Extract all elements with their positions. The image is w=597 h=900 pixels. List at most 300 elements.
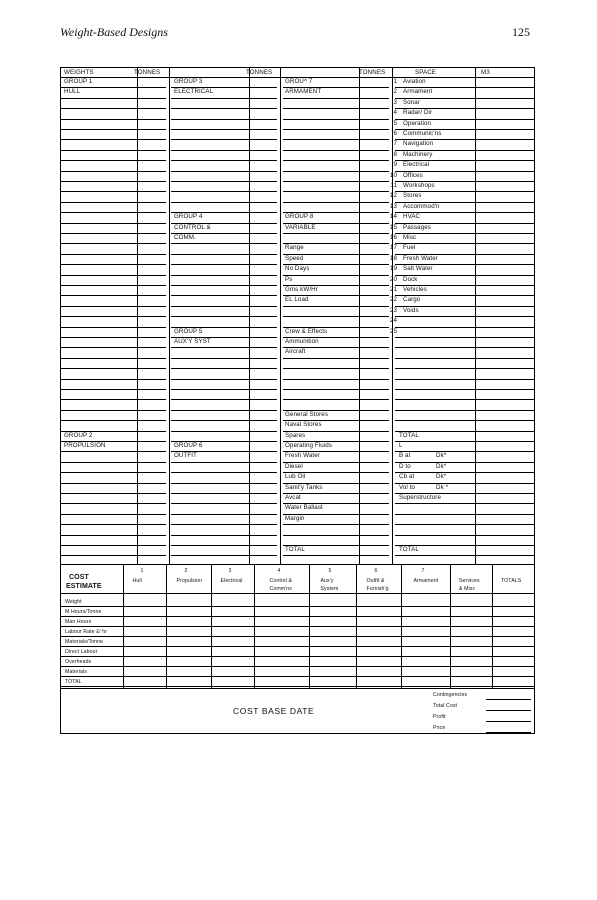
cost-column-number: 2 [184, 568, 188, 574]
space-item-label: Offices [403, 171, 423, 179]
rule-line [395, 285, 534, 286]
rule-line [283, 410, 389, 411]
rule-line [283, 379, 389, 380]
space-item-label: Sonar [403, 98, 421, 106]
rule-line [283, 399, 389, 400]
space-item-label: Cargo [403, 296, 421, 304]
cost-base-date: COST BASE DATE [233, 706, 315, 716]
rule-line [395, 420, 534, 421]
rule-line [171, 129, 277, 130]
cost-column-label: Hull [132, 578, 142, 584]
col3-label: Operating Fluids [285, 442, 332, 449]
space-item-label: HVAC [403, 213, 421, 221]
rule-line [283, 555, 389, 556]
col2-label: CONTROL & [174, 223, 211, 231]
col3-label: GROUP 8 [285, 213, 314, 221]
page-number: 125 [512, 25, 530, 39]
rule-line [283, 233, 389, 234]
rule-line [395, 493, 534, 494]
rule-line [61, 514, 166, 515]
cost-column-label: Control & [269, 578, 293, 584]
space-lower-label: B at [399, 452, 411, 460]
col3-label: Ps [285, 275, 293, 283]
col3-label: Aircraft [285, 348, 306, 356]
rule-line [395, 337, 534, 338]
col3-label: VARIABLE [285, 223, 316, 231]
rule-line [395, 535, 534, 536]
rule-line [395, 503, 534, 504]
rule-line [61, 337, 166, 338]
space-item-number: 14 [389, 213, 397, 221]
space-lower-label: TOTAL [399, 431, 419, 439]
rule-line [171, 368, 277, 369]
rule-line [171, 316, 277, 317]
rule-line [137, 68, 138, 564]
cost-column-label: Services [459, 578, 480, 584]
rule-line [395, 108, 534, 109]
rule-line [61, 160, 166, 161]
rule-line [61, 666, 534, 667]
rule-line [395, 462, 534, 463]
rule-line [171, 462, 277, 463]
rule-line [395, 233, 534, 234]
col3-label: Spares [285, 431, 306, 439]
rule-line [61, 606, 534, 607]
tonnes-header-2: TONNES [246, 69, 273, 76]
rule-line [61, 646, 534, 647]
rule-line [61, 212, 166, 213]
rule-line [61, 191, 166, 192]
cost-row-label: M Hours/Tonne [65, 609, 102, 615]
rule-line [171, 472, 277, 473]
space-item-number: 22 [389, 296, 397, 304]
space-item-label: Fuel [403, 244, 416, 252]
rule-line [283, 462, 389, 463]
space-lower-extra: Dk* [436, 452, 447, 460]
rule-line [171, 306, 277, 307]
rule-line [283, 545, 389, 546]
tonnes-header-3: TONNES [359, 69, 386, 76]
space-lower-extra: Dk * [436, 483, 449, 491]
rule-line [61, 441, 166, 442]
rule-line [283, 295, 389, 296]
weights-header: WEIGHTS [64, 69, 94, 76]
cost-title: COST [69, 574, 89, 581]
space-item-label: Dock [403, 275, 418, 283]
rule-line [395, 368, 534, 369]
rule-line [395, 87, 534, 88]
rule-line [283, 316, 389, 317]
cost-row-label: Labour Rate £/ hr [65, 629, 108, 635]
rule-line [61, 636, 534, 637]
space-item-number: 23 [389, 306, 397, 314]
rule-line [171, 399, 277, 400]
rule-line [395, 191, 534, 192]
rule-line [171, 108, 277, 109]
col3-label: Diesel [285, 462, 303, 470]
rule-line [171, 493, 277, 494]
rule-line [171, 327, 277, 328]
rule-line [283, 264, 389, 265]
rule-line [171, 160, 277, 161]
space-item-number: 6 [393, 130, 397, 137]
rule-line [283, 243, 389, 244]
space-item-number: 3 [393, 98, 397, 106]
rule-line [395, 295, 534, 296]
cost-row-label: TOTAL [65, 679, 82, 685]
space-item-label: Accommod'n [403, 202, 440, 210]
rule-line [61, 379, 166, 380]
rule-line [171, 233, 277, 234]
cost-column-number: 7 [421, 568, 425, 574]
col3-label: ARMAMENT [285, 88, 322, 96]
rule-line [283, 493, 389, 494]
rule-line [61, 686, 534, 687]
cost-column-number: 4 [277, 568, 281, 574]
rule-line [395, 306, 534, 307]
col2-label: GROUP 4 [174, 213, 203, 221]
rule-line [61, 98, 166, 99]
rule-line [171, 389, 277, 390]
propulsion-label: PROPULSION [64, 442, 106, 449]
rule-line [61, 87, 166, 88]
rule-line [61, 389, 166, 390]
rule-line [61, 410, 166, 411]
rule-line [171, 139, 277, 140]
rule-line [61, 493, 166, 494]
space-item-number: 9 [393, 161, 397, 169]
rule-line [171, 295, 277, 296]
rule-line [61, 420, 166, 421]
rule-line [283, 119, 389, 120]
space-item-number: 19 [389, 265, 397, 273]
rule-line [475, 68, 476, 564]
summary-label: Total Cost [433, 703, 458, 709]
rule-line [395, 358, 534, 359]
rule-line [395, 212, 534, 213]
rule-line [395, 451, 534, 452]
rule-line [171, 358, 277, 359]
rule-line [395, 129, 534, 130]
col3-label: Fresh Water [285, 452, 320, 460]
rule-line [171, 150, 277, 151]
space-item-label: Misc [403, 234, 417, 241]
col3-label: TOTAL [285, 546, 305, 553]
rule-line [61, 462, 166, 463]
rule-line [171, 202, 277, 203]
rule-line [171, 264, 277, 265]
rule-line [395, 389, 534, 390]
space-item-label: Passages [403, 223, 431, 231]
cost-column-number: 1 [140, 568, 144, 574]
rule-line [395, 347, 534, 348]
rule-line [283, 535, 389, 536]
rule-line [283, 483, 389, 484]
rule-line [61, 626, 534, 627]
rule-line [171, 191, 277, 192]
col3-label: Speed [285, 254, 304, 262]
rule-line [61, 451, 166, 452]
cost-column-number: 5 [328, 568, 332, 574]
rule-line [61, 545, 166, 546]
summary-label: Price [433, 725, 446, 731]
rule-line [171, 503, 277, 504]
rule-line [61, 285, 166, 286]
cost-row-label: Man Hours [65, 619, 92, 625]
space-item-label: Aviation [403, 78, 426, 85]
space-item-number: 5 [393, 119, 397, 127]
space-item-number: 7 [393, 140, 397, 148]
rule-line [61, 275, 166, 276]
rule-line [171, 431, 277, 432]
col3-label: Ammunition [285, 338, 319, 345]
cost-column-label: Electrical [220, 578, 243, 584]
rule-line [283, 337, 389, 338]
cost-row-label: Materials/Tonne [65, 639, 104, 645]
rule-line [283, 451, 389, 452]
rule-line [171, 514, 277, 515]
summary-label: Contingencies [433, 692, 468, 698]
rule-line [171, 181, 277, 182]
rule-line [283, 514, 389, 515]
rule-line [395, 150, 534, 151]
rule-line [395, 327, 534, 328]
rule-line [61, 593, 534, 594]
cost-column-label: TOTALS [501, 578, 522, 584]
cost-column-number: 6 [374, 568, 378, 574]
col3-label: General Stores [285, 410, 329, 418]
rule-line [61, 181, 166, 182]
cost-column-label-2: & Misc [459, 586, 476, 592]
rule-line [171, 441, 277, 442]
space-lower-label: Cb at [399, 473, 415, 481]
cost-column-label-2: Furnish'g [366, 586, 389, 592]
rule-line [283, 212, 389, 213]
rule-line [283, 129, 389, 130]
rule-line [395, 472, 534, 473]
space-lower-extra: Dk* [436, 462, 447, 470]
col3-label: Avcat [285, 494, 301, 501]
col2-label: GROUP 5 [174, 327, 203, 335]
rule-line [395, 275, 534, 276]
rule-line [171, 347, 277, 348]
space-item-label: Workshops [403, 182, 435, 189]
rule-line [61, 171, 166, 172]
col2-label: COMM. [174, 234, 196, 241]
rule-line [395, 483, 534, 484]
rule-line [395, 524, 534, 525]
rule-line [283, 98, 389, 99]
rule-line [171, 275, 277, 276]
group2-label: GROUP 2 [64, 432, 93, 439]
space-lower-label: L [399, 442, 403, 449]
rule-line [283, 171, 389, 172]
rule-line [171, 337, 277, 338]
rule-line [171, 223, 277, 224]
space-item-number: 12 [389, 192, 397, 200]
rule-line [486, 732, 531, 733]
space-lower-label: Vol to [399, 483, 416, 491]
rule-line [61, 524, 166, 525]
rule-line [61, 264, 166, 265]
col2-label: GROUP 6 [174, 442, 203, 449]
rule-line [61, 77, 534, 78]
m3-header: M3 [481, 69, 490, 76]
rule-line [171, 171, 277, 172]
rule-line [395, 316, 534, 317]
rule-line [395, 254, 534, 255]
rule-line [61, 233, 166, 234]
rule-line [61, 399, 166, 400]
rule-line [283, 358, 389, 359]
rule-line [171, 483, 277, 484]
rule-line [171, 98, 277, 99]
rule-line [61, 254, 166, 255]
space-item-number: 11 [390, 182, 397, 189]
rule-line [61, 483, 166, 484]
rule-line [359, 68, 360, 564]
rule-line [395, 181, 534, 182]
rule-line [395, 555, 534, 556]
space-lower-label: TOTAL [399, 546, 419, 553]
cost-row-label: Weight [65, 599, 82, 605]
space-item-number: 20 [389, 275, 397, 283]
rule-line [283, 420, 389, 421]
rule-line [395, 441, 534, 442]
space-item-number: 15 [389, 223, 397, 231]
rule-line [283, 275, 389, 276]
rule-line [171, 451, 277, 452]
rule-line [283, 223, 389, 224]
rule-line [395, 171, 534, 172]
rule-line [171, 254, 277, 255]
space-item-number: 24 [389, 317, 397, 325]
cost-column-number: 3 [228, 568, 232, 574]
rule-line [61, 503, 166, 504]
rule-line [61, 202, 166, 203]
cost-row-label: Direct Labour [65, 649, 98, 655]
col3-label: Range [285, 244, 304, 252]
rule-line [283, 87, 389, 88]
rule-line [171, 535, 277, 536]
rule-line [283, 441, 389, 442]
cost-row-label: Materials [65, 669, 87, 675]
rule-line [61, 616, 534, 617]
rule-line [280, 68, 281, 564]
rule-line [395, 514, 534, 515]
rule-line [395, 379, 534, 380]
rule-line [169, 68, 170, 564]
rule-line [61, 306, 166, 307]
col2-label: ELECTRICAL [174, 88, 214, 96]
cost-column-label: Aux'y [320, 578, 334, 584]
rule-line [283, 524, 389, 525]
space-item-number: 1 [393, 78, 397, 85]
rule-line [395, 410, 534, 411]
rule-line [61, 347, 166, 348]
space-item-label: Voids [403, 306, 419, 314]
space-item-number: 17 [389, 244, 397, 252]
col3-label: No Days [285, 265, 310, 273]
rule-line [61, 564, 534, 565]
rule-line [249, 68, 250, 564]
rule-line [171, 524, 277, 525]
rule-line [61, 358, 166, 359]
rule-line [395, 119, 534, 120]
col3-label: GROU^ 7 [285, 78, 313, 85]
rule-line [283, 472, 389, 473]
rule-line [392, 68, 393, 564]
rule-line [395, 139, 534, 140]
rule-line [486, 710, 531, 711]
col3-label: Margin [285, 514, 305, 522]
space-lower-label: D to [399, 462, 411, 470]
rule-line [61, 129, 166, 130]
rule-line [283, 181, 389, 182]
rule-line [395, 223, 534, 224]
space-header: SPACE [415, 69, 437, 76]
rule-line [395, 399, 534, 400]
rule-line [171, 212, 277, 213]
rule-line [61, 431, 166, 432]
space-item-number: 25 [389, 327, 397, 335]
rule-line [61, 223, 166, 224]
rule-line [61, 139, 166, 140]
rule-line [283, 202, 389, 203]
space-item-label: Operation [403, 119, 432, 127]
space-item-number: 10 [389, 171, 397, 179]
rule-line [61, 472, 166, 473]
space-item-label: Radar/ Dir [403, 109, 433, 117]
rule-line [171, 243, 277, 244]
rule-line [395, 202, 534, 203]
space-item-label: Navigation [403, 140, 434, 148]
rule-line [283, 150, 389, 151]
rule-line [486, 699, 531, 700]
rule-line [283, 306, 389, 307]
space-item-number: 21 [389, 286, 397, 293]
rule-line [61, 535, 166, 536]
cost-column-label: Propulsion [176, 578, 203, 584]
group1-label: GROUP 1 [64, 78, 93, 85]
rule-line [61, 316, 166, 317]
rule-line [171, 545, 277, 546]
rule-line [61, 119, 166, 120]
col3-label: Water Ballast [285, 504, 323, 512]
space-item-label: Stores [403, 192, 422, 200]
space-item-number: 16 [389, 234, 397, 241]
cost-column-label: Outfit & [366, 578, 385, 584]
rule-line [61, 243, 166, 244]
rule-line [283, 285, 389, 286]
space-item-label: Machinery [403, 150, 433, 158]
rule-line [283, 254, 389, 255]
space-item-number: 8 [393, 150, 397, 158]
rule-line [171, 285, 277, 286]
rule-line [283, 327, 389, 328]
summary-label: Profit [433, 714, 446, 720]
col3-label: Naval Stores [285, 421, 322, 429]
cost-column-label-2: System [320, 586, 339, 592]
rule-line [171, 87, 277, 88]
rule-line [61, 108, 166, 109]
space-lower-extra: Dk* [436, 473, 447, 481]
col3-label: EL Load [285, 296, 309, 304]
rule-line [283, 431, 389, 432]
rule-line [61, 676, 534, 677]
space-item-label: Communic'ns [403, 130, 442, 137]
rule-line [283, 503, 389, 504]
